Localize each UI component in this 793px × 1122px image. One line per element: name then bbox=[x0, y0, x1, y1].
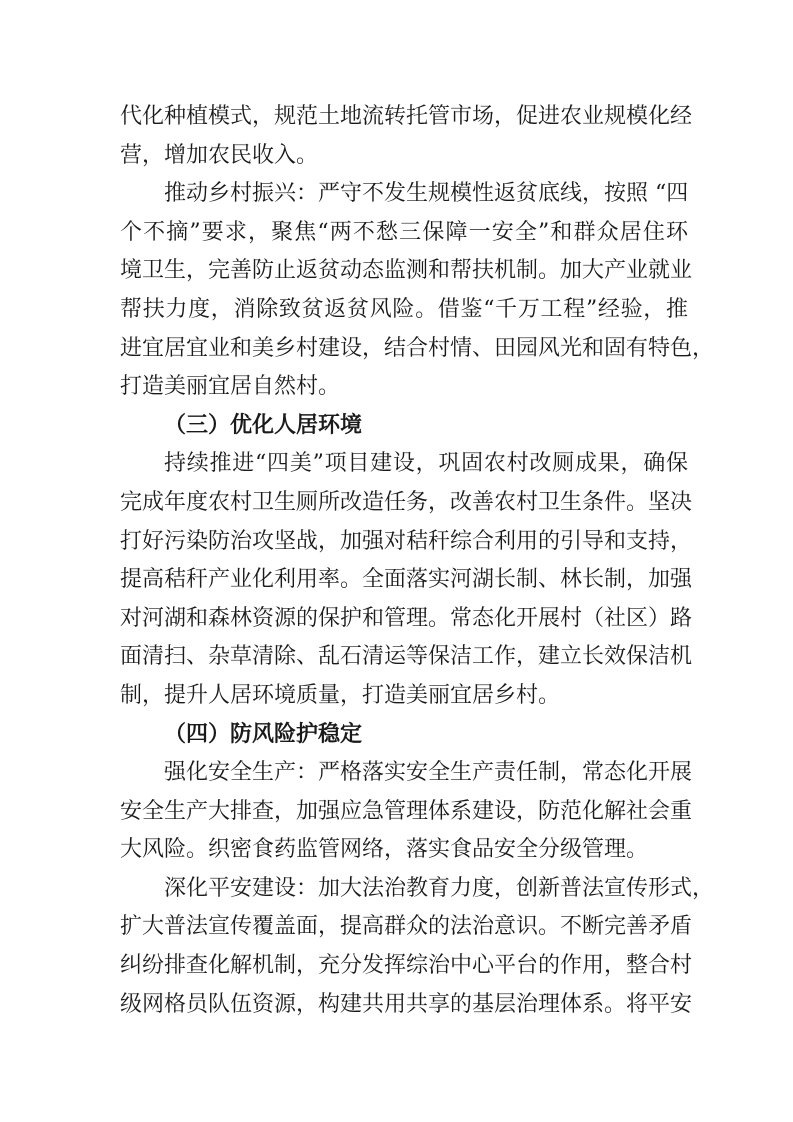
paragraph-line: 打好污染防治攻坚战，加强对秸秆综合利用的引导和支持， bbox=[120, 528, 693, 554]
document-body bbox=[120, 98, 715, 1024]
paragraph-line: 推动乡村振兴：严守不发生规模性返贫底线，按照 “四 bbox=[164, 181, 689, 207]
paragraph-line: 境卫生，完善防止返贫动态监测和帮扶机制。加大产业就业 bbox=[120, 258, 693, 284]
paragraph-line: 完成年度农村卫生厕所改造任务，改善农村卫生条件。坚决 bbox=[120, 489, 693, 515]
paragraph-line: 提高秸秆产业化利用率。全面落实河湖长制、林长制，加强 bbox=[120, 567, 693, 593]
paragraph-line: 纠纷排查化解机制，充分发挥综治中心平台的作用，整合村 bbox=[120, 953, 693, 979]
paragraph-line: 打造美丽宜居自然村。 bbox=[120, 374, 341, 400]
paragraph-line: 级网格员队伍资源，构建共用共享的基层治理体系。将平安 bbox=[120, 991, 693, 1017]
paragraph-line: 深化平安建设：加大法治教育力度，创新普法宣传形式， bbox=[164, 875, 715, 901]
paragraph-line: 制，提升人居环境质量，打造美丽宜居乡村。 bbox=[120, 682, 561, 708]
paragraph-line: 个不摘”要求，聚焦“两不愁三保障一安全”和群众居住环 bbox=[120, 219, 688, 245]
section-heading: （四）防风险护稳定 bbox=[164, 721, 363, 747]
paragraph-line: 扩大普法宣传覆盖面，提高群众的法治意识。不断完善矛盾 bbox=[120, 914, 693, 940]
paragraph-line: 持续推进“四美”项目建设，巩固农村改厕成果，确保 bbox=[164, 451, 688, 477]
paragraph-line: 营，增加农民收入。 bbox=[120, 142, 319, 168]
paragraph-line: 进宜居宜业和美乡村建设，结合村情、田园风光和固有特色， bbox=[120, 335, 715, 361]
paragraph-line: 代化种植模式，规范土地流转托管市场，促进农业规模化经 bbox=[120, 104, 693, 129]
section-heading: （三）优化人居环境 bbox=[164, 412, 363, 438]
paragraph-line: 帮扶力度，消除致贫返贫风险。借鉴“千万工程”经验，推 bbox=[120, 296, 688, 322]
paragraph-line: 强化安全生产：严格落实安全生产责任制，常态化开展 bbox=[164, 760, 693, 786]
paragraph-line: 大风险。织密食药监管网络，落实食品安全分级管理。 bbox=[120, 837, 649, 863]
paragraph-line: 面清扫、杂草清除、乱石清运等保洁工作，建立长效保洁机 bbox=[120, 644, 693, 670]
paragraph-line: 对河湖和森林资源的保护和管理。常态化开展村（社区）路 bbox=[120, 605, 693, 631]
paragraph-line: 安全生产大排查，加强应急管理体系建设，防范化解社会重 bbox=[120, 798, 693, 824]
